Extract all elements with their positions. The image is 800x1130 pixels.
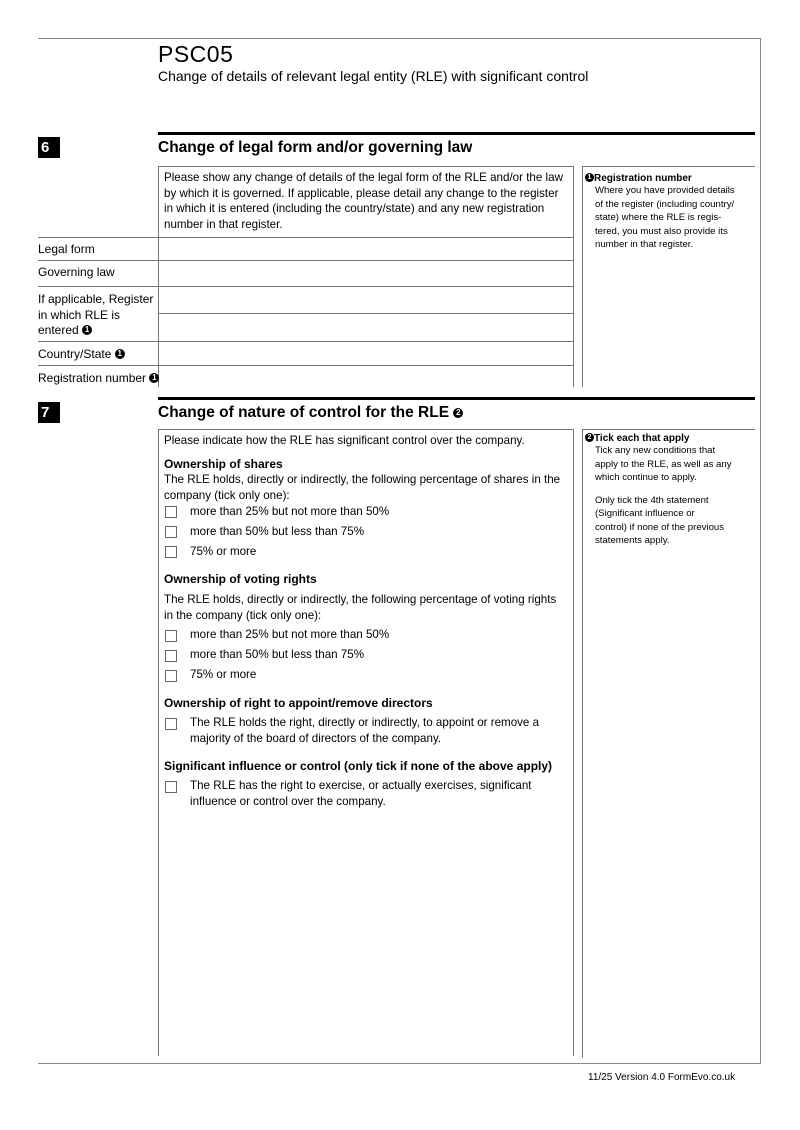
section-6-intro: Please show any change of details of the legal form of the RLE and/or the law by which it is governed. If applicable, please detail any change to the register in which it is entered (including the country/state) and any new registration number in that register. <box>164 171 563 231</box>
sidebar-6-top-rule <box>582 166 755 167</box>
field-divider <box>38 365 573 366</box>
section-7-right-rule <box>573 429 574 1056</box>
governing-law-label: Governing law <box>38 265 115 279</box>
note-1-icon: 1 <box>82 325 92 335</box>
section-7-rule <box>158 397 755 400</box>
form-title: Change of details of relevant legal entity (RLE) with significant control <box>158 68 589 84</box>
legal-form-input[interactable] <box>162 239 574 260</box>
section-7-left-rule <box>158 429 159 1056</box>
footer-version: 11/25 Version 4.0 FormEvo.co.uk <box>588 1072 736 1083</box>
note-2-icon: 2 <box>453 408 463 418</box>
section-6-main-top-rule <box>158 166 573 167</box>
note-1-icon: 1 <box>115 349 125 359</box>
page-right-border <box>760 38 761 1064</box>
influence-heading: Significant influence or control (only tick if none of the above apply) <box>164 759 553 773</box>
shares-option-label: more than 50% but less than 75% <box>190 525 365 538</box>
shares-option-label: more than 25% but not more than 50% <box>190 505 390 518</box>
country-state-input[interactable] <box>162 343 574 365</box>
directors-option-label: The RLE holds the right, directly or indirectly, to appoint or remove a majority of the board of directors of the company. <box>190 716 540 745</box>
register-label: If applicable, Register in which RLE is entered 1 <box>38 292 154 337</box>
register-input-line-2[interactable] <box>162 315 574 341</box>
section-6-number: 6 <box>38 137 60 158</box>
field-divider <box>158 313 573 314</box>
section-7-main-top-rule <box>158 429 573 430</box>
registration-number-label: Registration number 1 <box>38 371 159 387</box>
directors-heading: Ownership of right to appoint/remove directors <box>164 696 433 710</box>
voting-option-checkbox[interactable] <box>165 670 177 682</box>
section-7-intro: Please indicate how the RLE has significant control over the company. <box>164 434 525 447</box>
field-divider <box>38 237 573 238</box>
shares-description: The RLE holds, directly or indirectly, the following percentage of shares in the company (tick only one): <box>164 473 561 502</box>
sidebar-6-left-rule <box>582 166 583 387</box>
country-state-label: Country/State 1 <box>38 347 125 363</box>
sidebar-7-left-rule <box>582 429 583 1058</box>
voting-heading: Ownership of voting rights <box>164 572 317 586</box>
section-7-number: 7 <box>38 402 60 423</box>
voting-option-label: more than 50% but less than 75% <box>190 648 365 661</box>
page-top-border <box>38 38 761 39</box>
note-2-icon: 2 <box>585 433 594 442</box>
voting-description: The RLE holds, directly or indirectly, the following percentage of voting rights in the company (tick only one): <box>164 593 557 622</box>
registration-number-input[interactable] <box>162 367 574 388</box>
sidebar-tick-each: 2 Tick each that apply Tick any new conditions that apply to the RLE, as well as any which continue to apply. Only tick the 4th statement (Significant influence or control) if none of the previous statements apply. <box>585 433 753 548</box>
field-divider <box>38 341 573 342</box>
form-code: PSC05 <box>158 41 234 67</box>
directors-checkbox[interactable] <box>165 718 177 730</box>
sidebar-7-top-rule <box>582 429 755 430</box>
section-6-left-rule <box>158 166 159 387</box>
voting-option-checkbox[interactable] <box>165 650 177 662</box>
governing-law-input[interactable] <box>162 262 574 286</box>
shares-option-checkbox[interactable] <box>165 546 177 558</box>
note-1-icon: 1 <box>149 373 159 383</box>
shares-option-checkbox[interactable] <box>165 526 177 538</box>
voting-option-label: 75% or more <box>190 668 257 681</box>
influence-option-label: The RLE has the right to exercise, or actually exercises, significant influence or control over the company. <box>190 779 532 808</box>
register-input-line-1[interactable] <box>162 288 574 313</box>
field-divider <box>38 260 573 261</box>
influence-checkbox[interactable] <box>165 781 177 793</box>
section-7-title: Change of nature of control for the RLE 2 <box>158 404 463 422</box>
section-6-title: Change of legal form and/or governing law <box>158 139 473 156</box>
voting-option-label: more than 25% but not more than 50% <box>190 628 390 641</box>
page-bottom-border <box>38 1063 761 1064</box>
shares-option-checkbox[interactable] <box>165 506 177 518</box>
voting-option-checkbox[interactable] <box>165 630 177 642</box>
shares-heading: Ownership of shares <box>164 457 283 471</box>
legal-form-label: Legal form <box>38 242 95 256</box>
note-1-icon: 1 <box>585 173 594 182</box>
section-6-rule <box>158 132 755 135</box>
sidebar-registration-number: 1 Registration number Where you have provided details of the register (including country/ state) where the RLE is regis- tered, you must also provide its number in that register. <box>585 173 753 252</box>
shares-option-label: 75% or more <box>190 545 257 558</box>
field-divider <box>38 286 573 287</box>
